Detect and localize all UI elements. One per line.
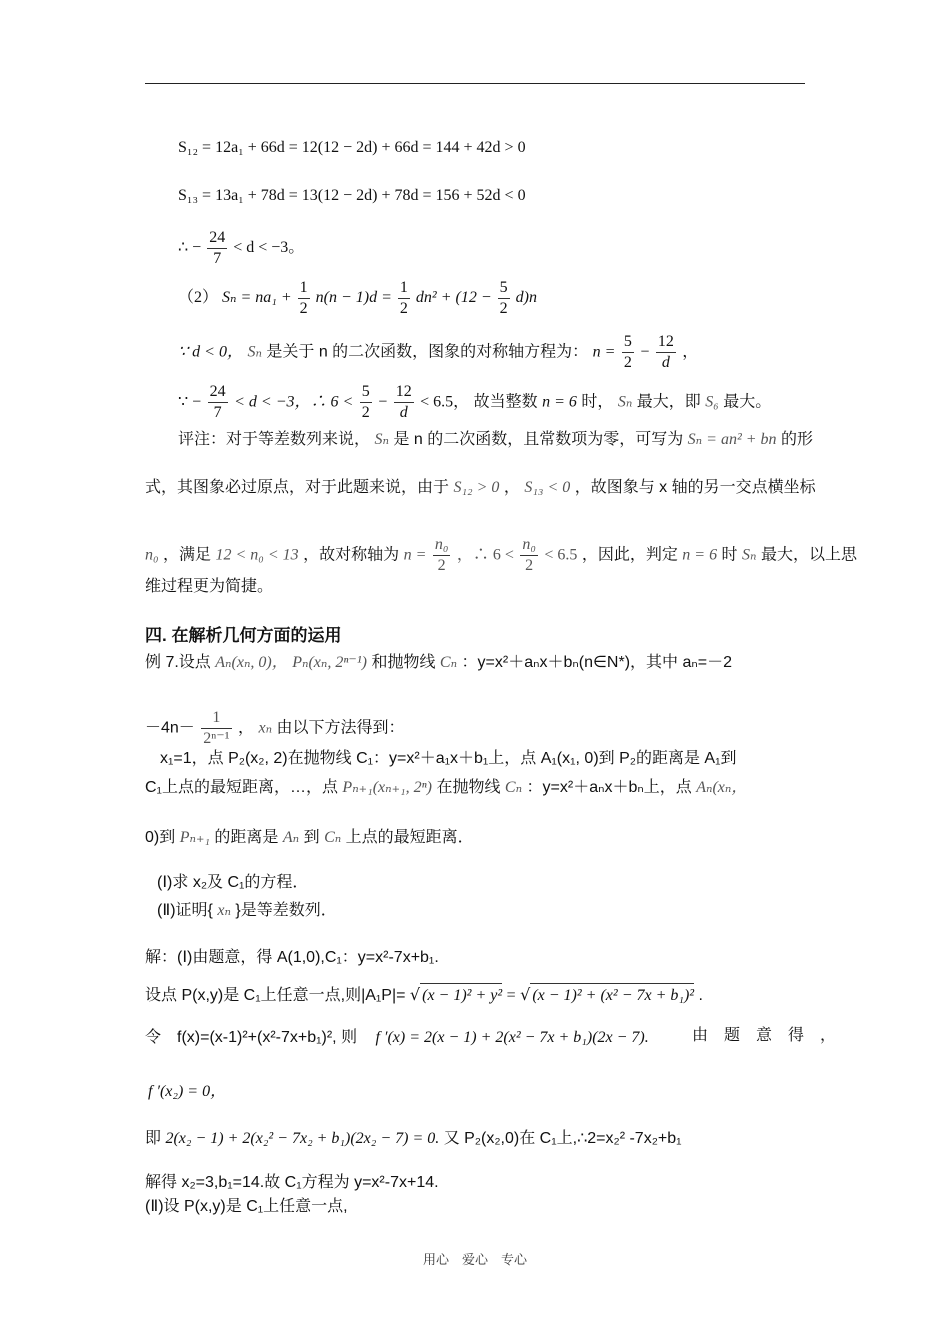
denominator: 2ⁿ⁻¹: [203, 730, 230, 747]
comment2-a: 式，其图象必过原点，对于此题来说，由于: [145, 479, 450, 496]
ex7e-b: 的距离是: [214, 829, 279, 846]
axis-line: [178, 332, 698, 373]
ex7-c: ：y=x²＋aₙx＋bₙ(n∈N*)，其中 aₙ=－2: [461, 654, 732, 671]
denominator: d: [399, 404, 408, 421]
equation-s13: S₁₃ = 13a₁ + 78d = 13(12 − 2d) + 78d = 156 + 52d < 0: [178, 187, 526, 204]
comment2-sep: ，: [503, 479, 520, 496]
s6-symbol: S₆: [705, 393, 719, 411]
section-title: [145, 624, 341, 648]
numerator: 12: [656, 332, 676, 353]
point-pn1: Pₙ₊₁(xₙ₊₁, 2ⁿ): [342, 779, 432, 796]
denominator: 2: [499, 300, 508, 317]
ex7b-c: 由以下方法得到：: [276, 719, 405, 737]
comment2-b: ，故图象与 x 轴的另一交点横坐标: [574, 479, 816, 496]
denominator: 2: [525, 557, 534, 574]
solution-line-5: [145, 1127, 682, 1151]
comment3-n6: n = 6: [682, 546, 718, 564]
ex7b-a: －4n－: [145, 719, 195, 737]
fraction-5-2: [622, 332, 634, 373]
sol2-a: 设点 P(x,y)是 C₁上任意一点,则|A₁P|=: [145, 987, 406, 1004]
xn-symbol: xₙ: [258, 719, 273, 737]
question-1: (Ⅰ)求 x₂及 C₁的方程．: [157, 874, 309, 891]
since-line: [178, 382, 771, 423]
axis-text: 是关于 n 的二次函数，图象的对称轴方程为：: [266, 343, 589, 361]
sn-symbol: Sₙ: [247, 343, 262, 361]
ex7d-c: ：y=x²＋aₙx＋bₙ上，点: [526, 779, 692, 796]
solution-line-2: [145, 983, 703, 1008]
ex7e-a: 0)到: [145, 829, 176, 846]
sn-formula-d: d)n: [515, 289, 537, 307]
equation-sn-formula: [178, 278, 537, 319]
comment-line-1: [178, 428, 813, 452]
comment-line-3: [145, 535, 857, 576]
numerator: 12: [394, 382, 414, 403]
solution-line-1: 解：(Ⅰ)由题意，得 A(1,0),C₁：y=x²-7x+b₁.: [145, 949, 439, 966]
numerator: 24: [207, 228, 227, 249]
comment3-b: ，故对称轴为: [303, 546, 400, 564]
fraction-5-2: [498, 278, 510, 319]
point-pn: Pₙ(xₙ, 2ⁿ⁻¹): [292, 654, 367, 671]
fraction-12-d: [656, 332, 676, 373]
fraction-5-2: [360, 382, 372, 423]
range-prefix: ∴ −: [178, 239, 202, 257]
q2-a: (Ⅱ)证明{: [157, 902, 213, 919]
comment-line-2: [145, 476, 816, 500]
n-equals-6: n = 6: [542, 393, 577, 411]
comment-b: 是 n 的二次函数，且常数项为零，可写为: [393, 431, 684, 448]
n0-symbol: n₀: [145, 546, 159, 564]
header-rule: [145, 83, 805, 84]
since-c: −: [378, 393, 388, 411]
fraction-n0-2: [433, 535, 451, 576]
point-an: Aₙ(xₙ，: [696, 779, 748, 796]
fraction-1-2: [298, 278, 310, 319]
sn-symbol: Sₙ: [374, 431, 389, 448]
q2-b: }是等差数列．: [235, 902, 337, 919]
comment3-f: 时: [721, 546, 738, 564]
comment3-a: ，满足: [163, 546, 212, 564]
numerator: 1: [298, 278, 310, 299]
point-an: Aₙ(xₙ, 0)，: [215, 654, 288, 671]
comment-formula: Sₙ = an² + bn: [687, 431, 777, 448]
numerator: 1: [201, 708, 231, 729]
comment3-e: ，因此，判定: [581, 546, 678, 564]
derivative-formula: f ′(x) = 2(x − 1) + 2(x² − 7x + b₁)(2x − 7).: [375, 1029, 649, 1046]
numerator: 1: [398, 278, 410, 299]
sn-symbol: Sₙ: [617, 393, 633, 411]
axis-eq-b: −: [640, 343, 650, 361]
sqrt-radicand-1: (x − 1)² + y²: [420, 983, 502, 1008]
since-g: 最大，即: [636, 393, 701, 411]
page-footer: 用心 爱心 专心: [422, 1253, 527, 1268]
range-suffix: < d < −3。: [233, 239, 305, 257]
solution-line-3: [145, 1026, 649, 1050]
denominator: 2: [361, 404, 370, 421]
comment-a: 评注：对于等差数列来说，: [178, 431, 371, 448]
sn-symbol: Sₙ: [742, 546, 757, 564]
since-f: 时，: [581, 393, 614, 411]
numerator: 5: [360, 382, 372, 403]
numerator: 24: [208, 382, 228, 403]
ex7d-a: C₁上点的最短距离，…，点: [145, 779, 338, 796]
denominator: 7: [213, 404, 222, 421]
ex7e-d: 上点的最短距离．: [345, 829, 474, 846]
part-label: （2）: [178, 289, 219, 307]
example-7-line-2: [145, 708, 405, 749]
ex7e-c: 到: [303, 829, 320, 846]
comment3-n: n =: [403, 546, 427, 564]
since-b: < d < −3，∴ 6 <: [234, 393, 354, 411]
parabola-cn: Cₙ: [439, 654, 458, 671]
n0-range: 12 < n₀ < 13: [215, 546, 299, 564]
parabola-cn: Cₙ: [324, 829, 342, 846]
point-an: Aₙ: [282, 829, 300, 846]
sol2-eq: =: [506, 987, 516, 1004]
example-7-line-3: x₁=1，点 P₂(x₂, 2)在抛物线 C₁：y=x²＋a₁x＋b₁上，点 A₁(x₁, 0)到 P₂的距离是 A₁到: [160, 750, 737, 767]
comma: ，: [682, 343, 699, 361]
comment3-g: 最大，以上思: [760, 546, 857, 564]
denominator: 2: [299, 300, 308, 317]
equation-s12: S₁₂ = 12a₁ + 66d = 12(12 − 2d) + 66d = 144 + 42d > 0: [178, 139, 526, 156]
since-e: 故当整数: [473, 393, 538, 411]
point-pn1: Pₙ₊₁: [179, 829, 210, 846]
sqrt-radicand-2: (x − 1)² + (x² − 7x + b₁)²: [530, 983, 694, 1008]
fraction-12-d: [394, 382, 414, 423]
fraction-1-2n1: [201, 708, 231, 749]
axis-eq-a: n =: [592, 343, 616, 361]
numerator: n₀: [520, 535, 538, 556]
denominator: 2: [437, 557, 446, 574]
denominator: 2: [399, 300, 408, 317]
since-a: ∵ −: [178, 393, 202, 411]
because-d: ∵ d < 0，: [178, 343, 243, 361]
example-7-line-4: [145, 776, 747, 800]
solution-line-7: (Ⅱ)设 P(x,y)是 C₁上任意一点,: [145, 1198, 348, 1215]
numerator: 5: [498, 278, 510, 299]
comment3-c: ，∴ 6 <: [456, 546, 514, 564]
solution-line-6: 解得 x₂=3,b₁=14.故 C₁方程为 y=x²-7x+14.: [145, 1174, 439, 1191]
fraction-1-2: [398, 278, 410, 319]
xn-symbol: xₙ: [217, 902, 231, 919]
sn-formula-b: n(n − 1)d =: [315, 289, 392, 307]
critical-equation: 2(x₂ − 1) + 2(x₂² − 7x₂ + b₁)(2x₂ − 7) = 0.: [165, 1130, 440, 1147]
sol5-b: 又 P₂(x₂,0)在 C₁上,∴2=x₂² -7x₂+b₁: [443, 1130, 682, 1147]
ex7-b: 和抛物线: [371, 654, 436, 671]
example-7-line-1: [145, 651, 732, 675]
since-h: 最大。: [723, 393, 772, 411]
solution-line-3-tail: 由 题 意 得 ，: [692, 1027, 837, 1044]
s13-negative: S₁₃ < 0: [524, 479, 571, 496]
denominator: 7: [213, 250, 222, 267]
denominator: 2: [623, 354, 632, 371]
example-7-line-5: [145, 826, 474, 850]
sqrt-sign: √: [409, 985, 421, 1004]
equation-range: [178, 228, 304, 269]
numerator: 5: [622, 332, 634, 353]
fraction-n0-2: [520, 535, 538, 576]
sol3-a: 令 f(x)=(x-1)²+(x²-7x+b₁)², 则: [145, 1029, 358, 1046]
numerator: n₀: [433, 535, 451, 556]
section-heading: 四. 在解析几何方面的运用: [145, 626, 342, 645]
ex7-a: 例 7.设点: [145, 654, 211, 671]
question-2: [157, 899, 337, 923]
sn-formula-a: Sₙ = na₁ +: [222, 289, 292, 307]
comment-line-4: 维过程更为简捷。: [145, 578, 274, 595]
s12-positive: S₁₂ > 0: [453, 479, 500, 496]
sol5-a: 即: [145, 1130, 162, 1147]
sqrt-sign: √: [520, 985, 531, 1004]
comment-c: 的形: [780, 431, 813, 448]
parabola-cn: Cₙ: [504, 779, 523, 796]
sn-formula-c: dn² + (12 −: [415, 289, 492, 307]
ex7d-b: 在抛物线: [436, 779, 501, 796]
sol2-dot: .: [698, 987, 703, 1004]
since-d: < 6.5，: [420, 393, 470, 411]
ex7b-b: ，: [238, 719, 255, 737]
fraction-24-7: [208, 382, 228, 423]
denominator: d: [661, 354, 670, 371]
comment3-d: < 6.5: [544, 546, 578, 564]
solution-line-4: f ′(x₂) = 0，: [148, 1083, 227, 1100]
fraction-24-7: [207, 228, 227, 269]
